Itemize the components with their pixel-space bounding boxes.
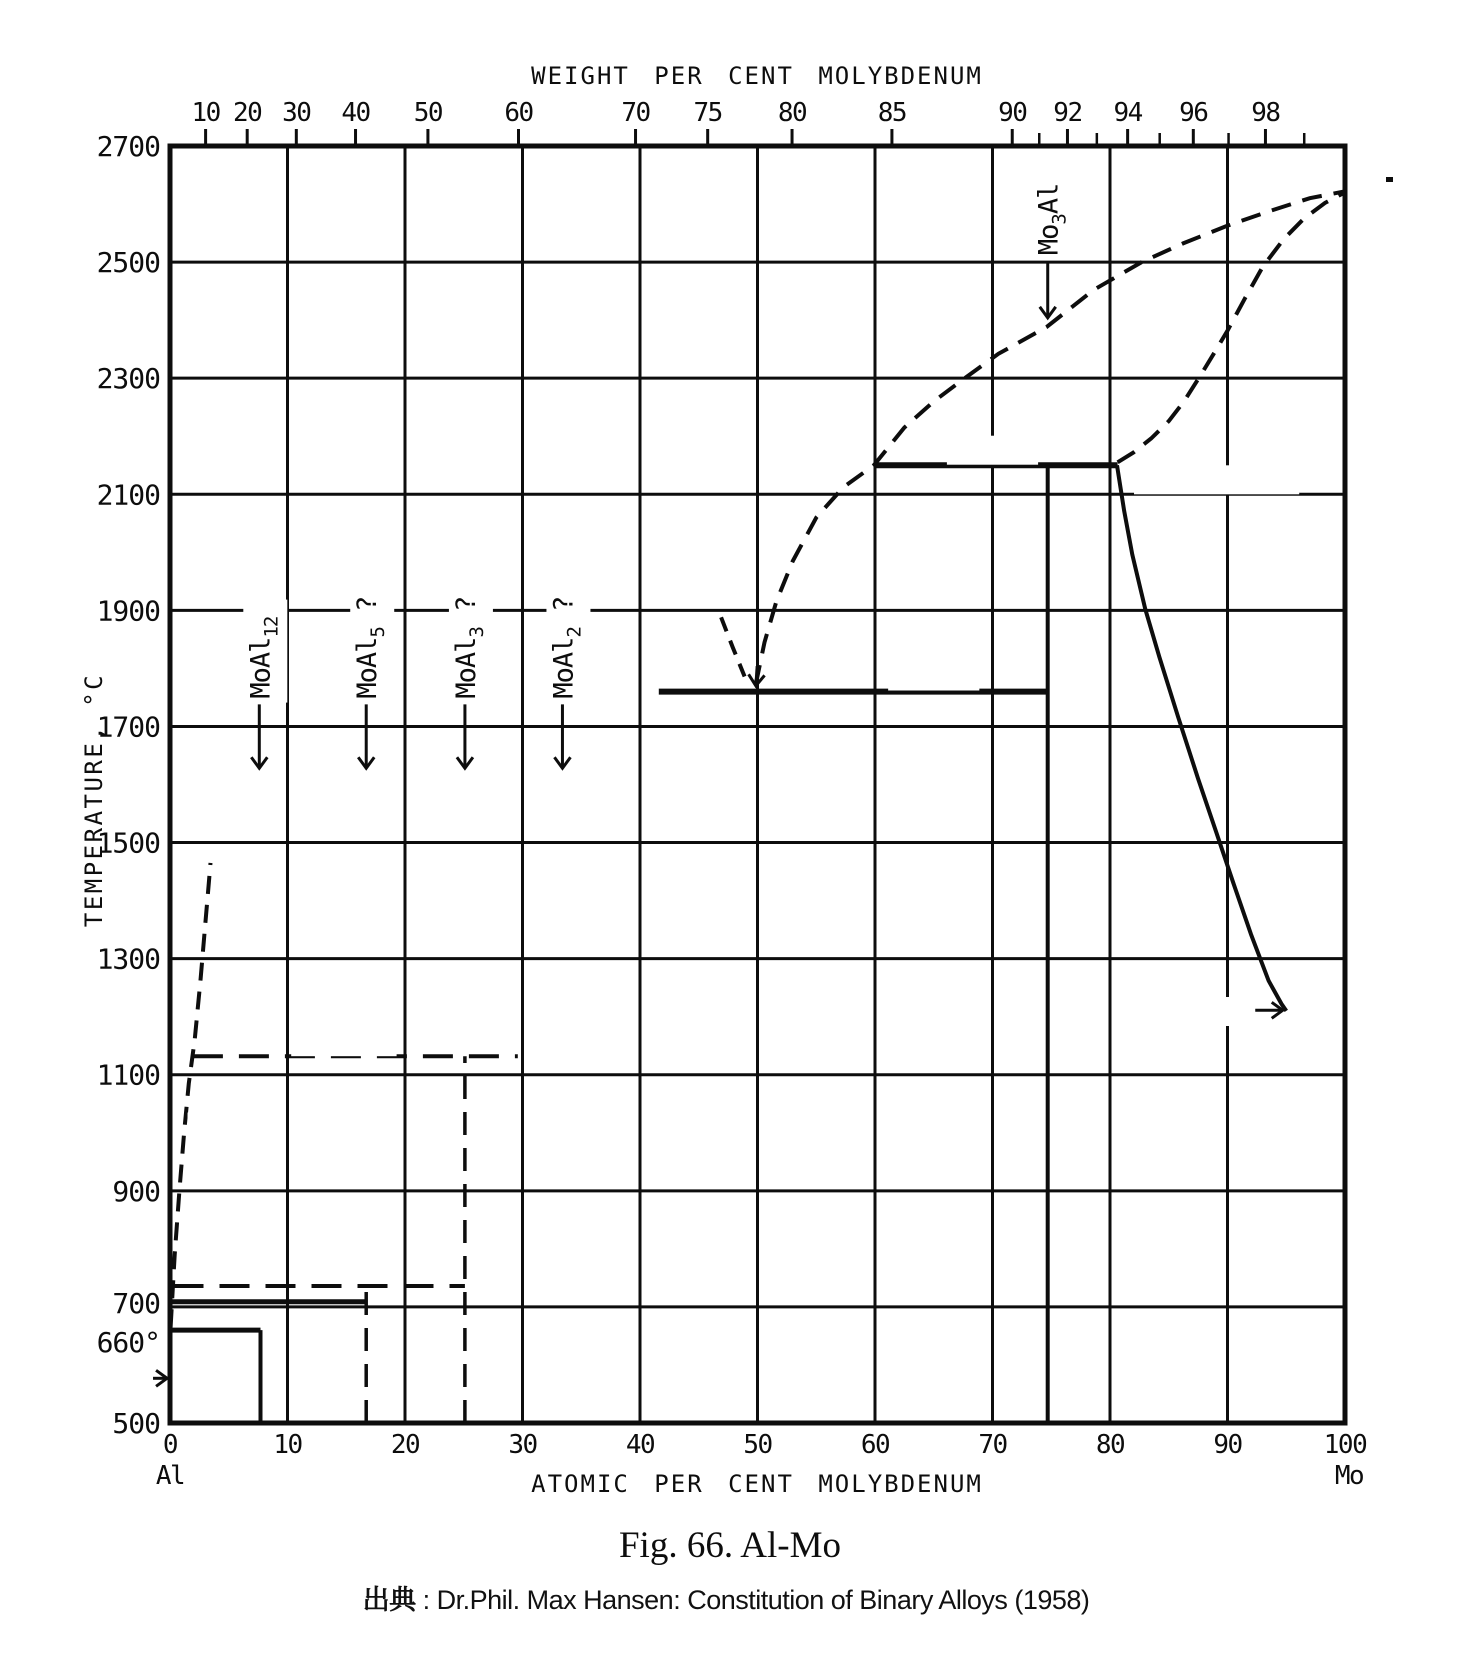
bottom-tick-label: 10: [273, 1430, 302, 1460]
top-tick-label: 75: [693, 98, 722, 128]
bottom-tick-label: 90: [1213, 1430, 1242, 1460]
left-tick-label: 1700: [96, 710, 160, 744]
top-tick-label: 94: [1113, 98, 1142, 128]
top-tick-label: 98: [1251, 98, 1280, 128]
left-tick-label: 900: [112, 1174, 160, 1208]
left-tick-label: 700: [112, 1286, 160, 1320]
top-tick-label: 85: [877, 98, 907, 128]
label-shield: [888, 662, 979, 691]
left-tick-label-660: 660°: [96, 1326, 160, 1360]
bottom-tick-label: 20: [390, 1430, 420, 1460]
label-shield: [1134, 465, 1299, 494]
bottom-tick-label: 30: [508, 1430, 537, 1460]
liquidus-left-branch: [721, 617, 745, 676]
top-tick-label: 92: [1053, 98, 1082, 128]
mo-solvus: [1117, 465, 1286, 1011]
label-moal5-part: MoAl: [352, 637, 384, 699]
label-moal5-part: 5: [367, 627, 390, 638]
top-tick-label: 50: [413, 98, 443, 128]
top-axis: [191, 62, 1304, 146]
label-shield: [1248, 664, 1311, 693]
top-axis-title: WEIGHT PER CENT MOLYBDENUM: [531, 62, 983, 90]
source-line: [363, 1578, 1090, 1617]
label-moal5-part: ?: [352, 596, 384, 628]
label-moal3-part: ?: [450, 596, 482, 628]
label-moal12-part: 12: [260, 616, 283, 638]
annotations: [91, 434, 1309, 1394]
figure-caption: Fig. 66. Al-Mo: [618, 1525, 842, 1566]
label-moal2-part: ?: [548, 596, 580, 628]
label-shield: [308, 1252, 399, 1281]
left-tick-label: 1500: [96, 826, 160, 860]
label-moal12-part: MoAl: [245, 637, 277, 699]
label-shield: [1118, 997, 1255, 1026]
corner-label-al: Al: [155, 1461, 185, 1491]
bottom-tick-label: 0: [162, 1430, 178, 1460]
mo-solidus: [1118, 192, 1345, 462]
bottom-tick-label: 70: [978, 1430, 1007, 1460]
left-axis: [80, 130, 160, 1440]
corner-label-mo: Mo: [1334, 1461, 1364, 1491]
gridlines: [170, 146, 1345, 1423]
label-shield: [291, 1027, 396, 1056]
bottom-tick-label: 50: [743, 1430, 772, 1460]
left-tick-label: 500: [112, 1407, 160, 1440]
left-axis-title: TEMPERATURE, °C: [80, 672, 108, 928]
label-moal2-part: MoAl: [548, 637, 580, 699]
label-shield: [301, 1313, 364, 1342]
left-tick-label: 1100: [96, 1058, 160, 1092]
label-mo3al-part: Mo: [1033, 224, 1065, 256]
left-tick-label: 2500: [96, 246, 160, 280]
top-tick-label: 90: [998, 98, 1027, 128]
top-tick-label: 10: [191, 98, 220, 128]
bottom-axis: [156, 1430, 1366, 1498]
label-moal3-part: MoAl: [450, 637, 482, 699]
bottom-tick-label: 40: [625, 1430, 655, 1460]
label-moal2-part: 2: [563, 627, 586, 638]
source-prefix: 出典: [362, 1585, 416, 1615]
arrow-liquidus-tip: [756, 666, 757, 686]
top-tick-label: 20: [233, 98, 262, 128]
bottom-tick-label: 100: [1323, 1430, 1367, 1460]
left-tick-label: 2100: [96, 478, 160, 512]
left-tick-label: 2300: [96, 362, 160, 396]
scan-dot: [1386, 177, 1393, 182]
left-tick-label: 1300: [96, 942, 160, 976]
bottom-axis-title: ATOMIC PER CENT MOLYBDENUM: [531, 1470, 983, 1498]
label-shield: [188, 1113, 240, 1142]
label-mo3al-part: 3: [1048, 214, 1071, 225]
top-tick-label: 70: [621, 98, 650, 128]
al-liquidus: [171, 863, 211, 1327]
top-tick-label: 96: [1179, 98, 1208, 128]
label-moal3-part: 3: [465, 627, 488, 638]
left-tick-label: 2700: [96, 130, 160, 163]
bottom-tick-label: 80: [1095, 1430, 1125, 1460]
label-mo3al-part: Al: [1033, 183, 1065, 215]
label-shield: [87, 1365, 153, 1394]
left-tick-label: 1900: [96, 594, 160, 628]
label-shield: [175, 1335, 252, 1364]
source-text: : Dr.Phil. Max Hansen: Constitution of Binary Alloys (1958): [415, 1585, 1090, 1615]
top-tick-label: 40: [341, 98, 370, 128]
top-tick-label: 30: [282, 98, 311, 128]
top-tick-label: 80: [777, 98, 807, 128]
top-tick-label: 60: [504, 98, 533, 128]
label-shield: [947, 436, 1038, 465]
bottom-tick-label: 60: [860, 1430, 890, 1460]
